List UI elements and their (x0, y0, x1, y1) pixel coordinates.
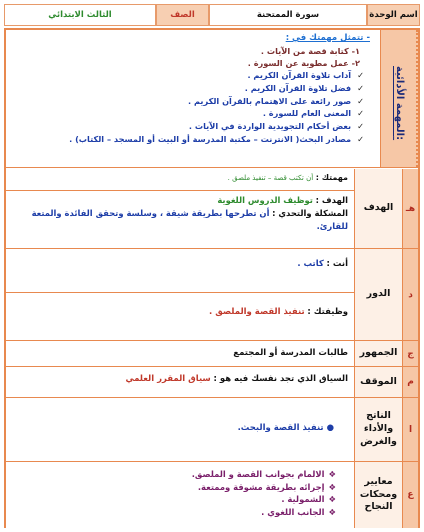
situation-content (6, 367, 354, 397)
checkmark-icon: ✓ (357, 70, 364, 80)
performance-task-side (380, 30, 418, 167)
task-heading: - تتمثل مهمتك في : (285, 33, 370, 43)
diamond-bullet-icon: ❖ (328, 494, 336, 504)
audience-label: الجمهور (354, 341, 402, 366)
task-prefix: مهمتك : (315, 173, 348, 182)
checklist-item (12, 82, 370, 95)
goal-letter: هـ (402, 169, 418, 248)
you-text: كاتب . (297, 259, 324, 269)
goal-body (6, 191, 354, 248)
goal-line (12, 194, 348, 207)
situation-row (6, 367, 418, 398)
header-row (4, 4, 420, 26)
criteria-item (12, 481, 336, 494)
checklist-text: بعض أحكام التجويدية الواردة في الآيات . (188, 121, 352, 132)
role-label: الدور (354, 249, 402, 340)
criteria-text: الالمام بجوانب القصة و الملصق. (191, 469, 325, 479)
task-item: ٢- عمل مطوية عن السورة . (247, 58, 360, 68)
criteria-content (6, 462, 354, 528)
audience-text: طالبات المدرسة أو المجتمع (233, 348, 348, 358)
situation-prefix: السياق الذي تجد نفسك فيه هو : (213, 374, 348, 384)
checkmark-icon: ✓ (357, 133, 364, 144)
checklist-item (12, 133, 370, 146)
audience-content (6, 341, 354, 366)
role-row (6, 249, 418, 341)
checklist-text: صور رائعة على الاهتمام بالقرآن الكريم . (188, 95, 352, 106)
product-letter: ا (402, 398, 418, 461)
checkmark-icon: ✓ (357, 95, 364, 106)
criteria-item (12, 493, 336, 506)
criteria-item (12, 506, 336, 519)
criteria-label: معايير ومحكات النجاح (354, 462, 402, 528)
diamond-bullet-icon: ❖ (328, 469, 336, 479)
checklist-item (12, 107, 370, 120)
checklist-text: فضل تلاوة القرآن الكريم . (244, 82, 352, 93)
checklist-text: مصادر البحث( الانترنت – مكتبة المدرسة أو البيت أو المسجد – الكتاب) . (69, 133, 352, 144)
goal-row (6, 169, 418, 249)
diamond-bullet-icon: ❖ (328, 506, 336, 517)
criteria-text: الجانب اللغوي . (261, 506, 325, 517)
criteria-item (12, 468, 336, 481)
task-text: أن تكتب قصة – تنفيذ ملصق . (227, 174, 314, 182)
situation-letter: م (402, 367, 418, 397)
role-letter: د (402, 249, 418, 340)
product-label: الناتج والأداء والغرض (354, 398, 402, 461)
criteria-text: إجرائه بطريقة مشوقة وممتعة. (197, 481, 325, 492)
criteria-letter: ع (402, 462, 418, 528)
checklist-item (12, 69, 370, 82)
unit-name-label: اسم الوحدة (367, 4, 420, 26)
checkmark-icon: ✓ (357, 82, 364, 93)
checkmark-icon: ✓ (357, 121, 364, 132)
task-table (4, 28, 420, 528)
product-text: تنفيذ القصة والبحث. (237, 423, 324, 433)
criteria-text: الشمولية . (281, 494, 325, 504)
checklist-text: آداب تلاوة القرآن الكريم . (247, 70, 352, 80)
task-line (6, 169, 354, 191)
checklist-text: المعنى العام للسورة . (262, 108, 352, 119)
performance-task-label: المهمة الأدائية: (394, 66, 405, 141)
class-label: الصف (156, 4, 209, 26)
you-line (6, 249, 354, 293)
performance-task-content (6, 30, 380, 167)
task-item: ١- كتابة قصة من الآيات . (260, 46, 360, 56)
checklist-item (12, 120, 370, 133)
audience-row (6, 341, 418, 367)
bullet-icon: ● (326, 423, 334, 433)
class-value: الثالث الابتدائي (4, 4, 156, 26)
diamond-bullet-icon: ❖ (328, 481, 336, 492)
situation-text: سياق المقرر العلمي (125, 374, 211, 384)
goal-prefix: الهدف : (315, 195, 348, 205)
goal-label: الهدف (354, 169, 402, 248)
job-text: تنفيذ القصة والملصق . (209, 307, 305, 317)
product-row (6, 398, 418, 462)
challenge-prefix: المشكلة والتحدي : (272, 208, 348, 218)
checkmark-icon: ✓ (357, 108, 364, 119)
criteria-row (6, 462, 418, 528)
you-prefix: أنت : (326, 259, 348, 269)
goal-text: توظيف الدروس اللغوية (217, 195, 313, 205)
performance-task-row (6, 30, 418, 168)
situation-label: الموقف (354, 367, 402, 397)
job-prefix: وظيفتك : (307, 307, 348, 317)
checklist-item (12, 95, 370, 108)
challenge-text: أن تطرحها بطريقة شيقة ، وسلسة وتحقق الفائدة والمتعة للقارئ. (31, 208, 348, 231)
unit-name-value: سورة الممتحنة (209, 4, 367, 26)
product-content (6, 398, 354, 461)
audience-letter: ج (402, 341, 418, 366)
job-line (6, 293, 354, 340)
challenge-line (12, 207, 348, 233)
